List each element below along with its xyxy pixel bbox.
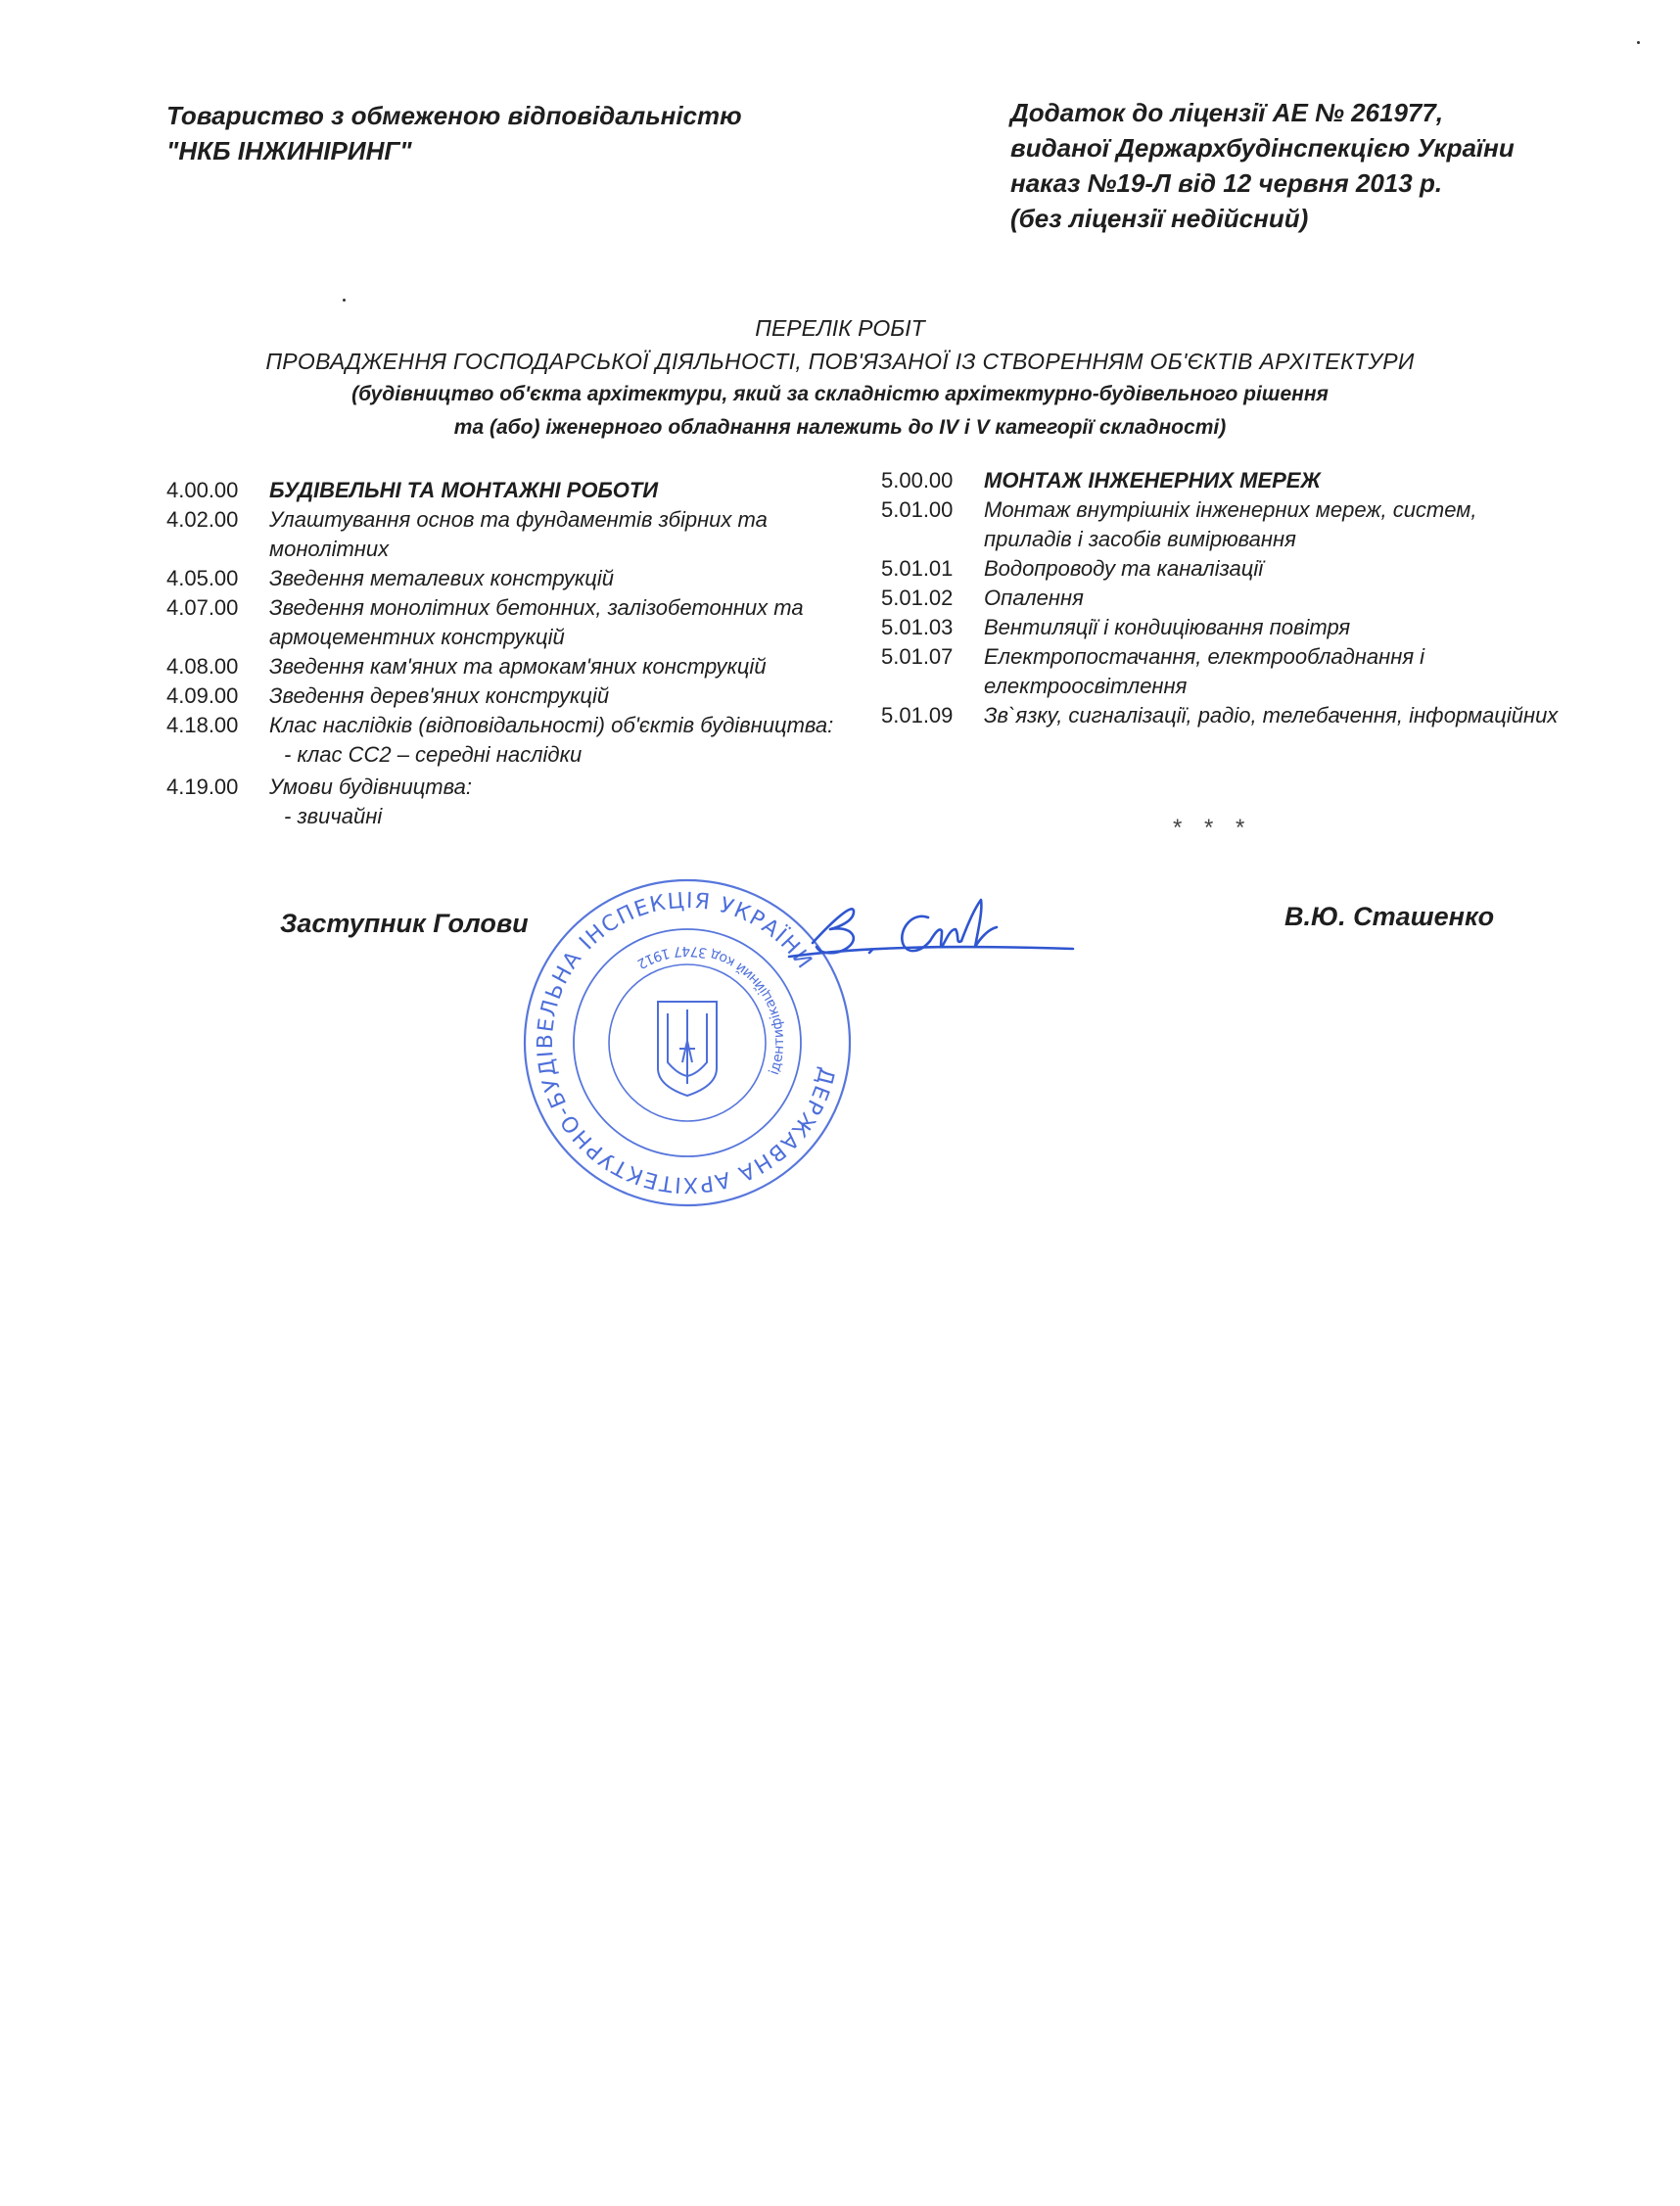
list-item — [881, 554, 1566, 584]
list-item — [166, 773, 852, 802]
item-text: Зв`язку, сигналізації, радіо, телебачення, інформаційних — [984, 703, 1559, 728]
item-code: 5.01.09 — [881, 703, 954, 728]
list-item — [166, 505, 852, 564]
stamp-inner-text: ідентифікаційний код 3747 1912 — [633, 942, 788, 1077]
item-code: 4.07.00 — [166, 595, 239, 620]
item-code: 5.01.02 — [881, 586, 954, 610]
item-text: Зведення монолітних бетонних, залізобетонних та армоцементних конструкцій — [269, 595, 804, 649]
list-item — [881, 584, 1566, 613]
list-item — [166, 681, 852, 711]
item-code: 4.19.00 — [166, 774, 239, 799]
list-item — [881, 613, 1566, 642]
item-code: 4.05.00 — [166, 566, 239, 590]
item-text: Водопроводу та каналізації — [984, 556, 1264, 581]
list-item — [881, 701, 1566, 730]
list-item — [881, 466, 1566, 495]
item-text: Монтаж внутрішніх інженерних мереж, систем, приладів і засобів вимірювання — [984, 497, 1477, 551]
list-item — [881, 642, 1566, 701]
list-item — [166, 711, 852, 740]
item-text: Вентиляції і кондиціювання повітря — [984, 615, 1351, 639]
list-item — [166, 652, 852, 681]
title-line-1: ПЕРЕЛІК РОБІТ — [755, 315, 925, 341]
list-subitem: - звичайні — [284, 804, 383, 828]
item-code: 4.18.00 — [166, 713, 239, 737]
item-code: 5.01.00 — [881, 497, 954, 522]
scan-speck — [343, 299, 346, 302]
item-code: 5.00.00 — [881, 468, 954, 493]
document-title — [0, 311, 1680, 445]
item-text: МОНТАЖ ІНЖЕНЕРНИХ МЕРЕЖ — [984, 468, 1321, 493]
item-text: Зведення металевих конструкцій — [269, 566, 614, 590]
item-code: 4.08.00 — [166, 654, 239, 679]
item-code: 4.00.00 — [166, 478, 239, 502]
item-text: Електропостачання, електрообладнання і електроосвітлення — [984, 644, 1425, 698]
scan-speck — [1637, 41, 1640, 44]
annex-line-2: виданої Держархбудінспекцією України — [1010, 133, 1515, 163]
item-code: 5.01.01 — [881, 556, 954, 581]
item-text: Зведення дерев'яних конструкцій — [269, 683, 610, 708]
organization-block — [166, 98, 742, 168]
annex-block — [1010, 95, 1515, 236]
title-line-3: (будівництво об'єкта архітектури, який за складністю архітектурно-будівельного рішення — [351, 383, 1329, 405]
item-text: Улаштування основ та фундаментів збірних та монолітних — [269, 507, 768, 561]
item-code: 5.01.07 — [881, 644, 954, 669]
organization-name: "НКБ ІНЖИНІРИНГ" — [166, 136, 412, 165]
stamp-outer-text: ДЕРЖАВНА АРХІТЕКТУРНО-БУДІВЕЛЬНА ІНСПЕКЦІЯ УКРАЇНИ — [533, 888, 839, 1197]
list-item — [166, 564, 852, 593]
title-line-2: ПРОВАДЖЕННЯ ГОСПОДАРСЬКОЇ ДІЯЛЬНОСТІ, ПОВ'ЯЗАНОЇ ІЗ СТВОРЕННЯМ ОБ'ЄКТІВ АРХІТЕКТУРИ — [265, 349, 1415, 374]
item-text: БУДІВЕЛЬНІ ТА МОНТАЖНІ РОБОТИ — [269, 478, 659, 502]
list-item — [166, 593, 852, 652]
annex-line-3: наказ №19-Л від 12 червня 2013 р. — [1010, 168, 1443, 198]
item-text: Зведення кам'яних та армокам'яних конструкцій — [269, 654, 767, 679]
item-code: 4.02.00 — [166, 507, 239, 532]
list-item — [166, 476, 852, 505]
item-text: Опалення — [984, 586, 1084, 610]
works-list-right — [881, 466, 1566, 730]
annex-line-1: Додаток до ліцензії АЕ № 261977, — [1010, 98, 1444, 127]
list-item — [881, 495, 1566, 554]
item-code: 4.09.00 — [166, 683, 239, 708]
annex-line-4: (без ліцензії недійсний) — [1010, 204, 1309, 233]
list-subitem: - клас СС2 – середні наслідки — [284, 742, 583, 767]
title-line-4: та (або) іженерного обладнання належить до IV і V категорії складності) — [453, 416, 1227, 439]
item-text: Умови будівництва: — [269, 774, 472, 799]
item-text: Клас наслідків (відповідальності) об'єктів будівництва: — [269, 713, 834, 737]
item-code: 5.01.03 — [881, 615, 954, 639]
signatory-name: В.Ю. Сташенко — [1284, 902, 1495, 931]
trident-icon — [658, 1002, 717, 1096]
handwritten-signature — [783, 886, 1077, 974]
organization-type: Товариство з обмеженою відповідальністю — [166, 101, 742, 130]
separator-stars: * * * — [1173, 815, 1253, 841]
works-list-left — [166, 476, 852, 831]
signatory-position: Заступник Голови — [280, 909, 529, 938]
